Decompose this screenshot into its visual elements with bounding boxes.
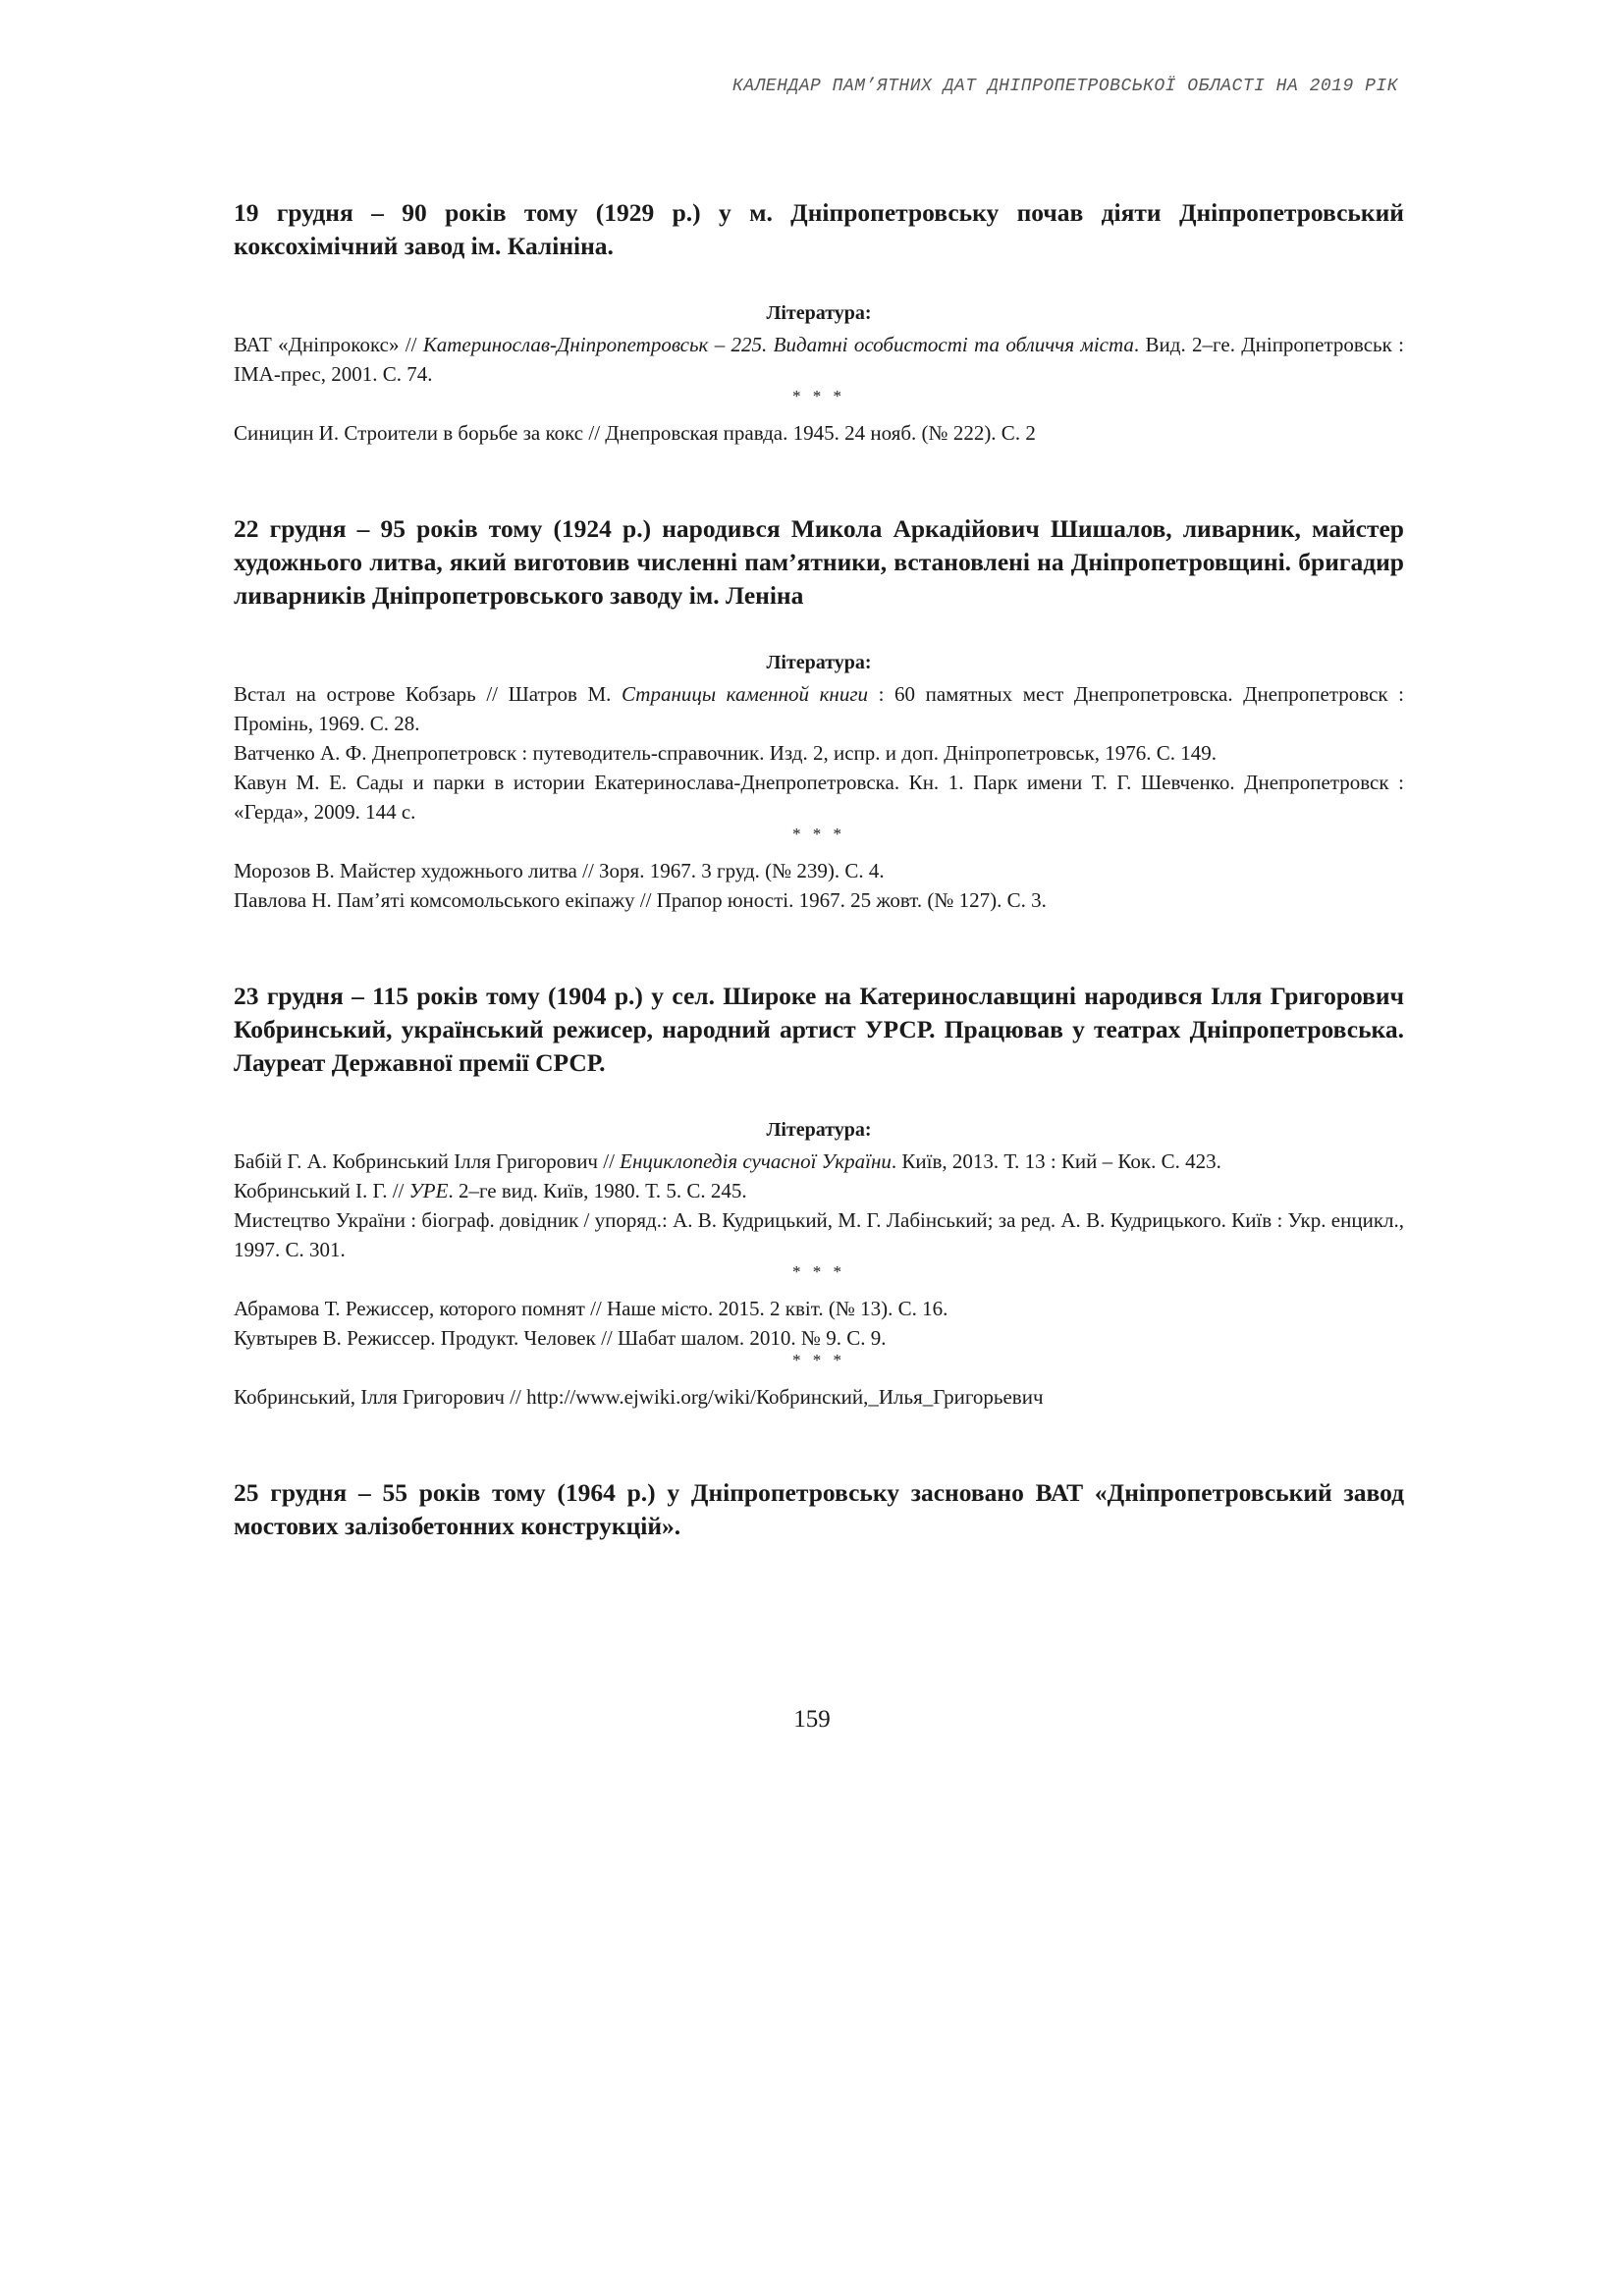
calendar-entry [234,512,1404,915]
calendar-entry [234,196,1404,448]
literature-heading: Література: [766,652,872,673]
separator-stars: * * * [792,1262,845,1281]
reference-item: Морозов В. Майстер художнього литва // Зоря. 1967. 3 груд. (№ 239). С. 4. [234,859,885,882]
entry-title: 22 грудня – 95 років тому (1924 р.) народився Микола Аркадійович Шишалов, ливарник, майстер художнього литва, який виготовив численні пам’ятники, встановлені на Дніпропетровщині. бригадир ливарників Дніпропетровського заводу ім. Леніна [234,514,1404,610]
reference-item: Кавун М. Е. Сады и парки в истории Екатеринослава-Днепропетровска. Кн. 1. Парк имени Т. Г. Шевченко. Днепропетровск : «Герда», 2009. 144 с. [234,771,1404,824]
separator-stars: * * * [792,1351,845,1369]
reference-item: ВАТ «Дніпрококс» // Катеринослав-Дніпропетровськ – 225. Видатні особистості та обличчя міста. Вид. 2–ге. Дніпропетровськ : ІМА-прес, 2001. С. 74. [234,333,1404,386]
calendar-entry [234,1476,1404,1543]
page-content [234,196,1404,1608]
page-number: 159 [793,1706,831,1733]
reference-item: Павлова Н. Пам’яті комсомольського екіпажу // Прапор юності. 1967. 25 жовт. (№ 127). С. 3. [234,888,1047,912]
reference-item: Кобринський І. Г. // УРЕ. 2–ге вид. Київ, 1980. Т. 5. С. 245. [234,1179,747,1202]
reference-item: Встал на острове Кобзарь // Шатров М. Страницы каменной книги : 60 памятных мест Днепропетровска. Днепропетровск : Промінь, 1969. С. 28. [234,682,1405,735]
reference-item: Абрамова Т. Режиссер, которого помнят // Наше місто. 2015. 2 квіт. (№ 13). С. 16. [234,1297,948,1320]
reference-item: Бабій Г. А. Кобринський Ілля Григорович // Енциклопедія сучасної України. Київ, 2013. Т. 13 : Кий – Кок. С. 423. [234,1149,1221,1173]
reference-item: Кувтырев В. Режиссер. Продукт. Человек // Шабат шалом. 2010. № 9. С. 9. [234,1326,887,1350]
entry-title: 19 грудня – 90 років тому (1929 р.) у м. Дніпропетровську почав діяти Дніпропетровський коксохімічний завод ім. Калініна. [234,198,1404,260]
reference-item: Ватченко А. Ф. Днепропетровск : путеводитель-справочник. Изд. 2, испр. и доп. Дніпропетровськ, 1976. С. 149. [234,741,1217,765]
entry-title: 25 грудня – 55 років тому (1964 р.) у Дніпропетровську засновано ВАТ «Дніпропетровський завод мостових залізобетонних конструкцій». [234,1478,1404,1540]
reference-item: Синицин И. Строители в борьбе за кокс // Днепровская правда. 1945. 24 нояб. (№ 222). С. 2 [234,421,1036,445]
literature-heading: Література: [766,302,872,324]
separator-stars: * * * [792,825,845,843]
literature-heading: Література: [766,1119,872,1141]
literature-section [234,1117,1404,1412]
calendar-entry [234,980,1404,1412]
literature-section [234,300,1404,448]
separator-stars: * * * [792,387,845,405]
reference-item: Мистецтво України : біограф. довідник / упоряд.: А. В. Кудрицький, М. Г. Лабінський; за ред. А. В. Кудрицького. Київ : Укр. енцикл., 1997. С. 301. [234,1208,1404,1261]
running-header: КАЛЕНДАР ПАМ’ЯТНИХ ДАТ ДНІПРОПЕТРОВСЬКОЇ ОБЛАСТІ НА 2019 РІК [731,77,1398,96]
literature-section [234,650,1404,915]
entry-title: 23 грудня – 115 років тому (1904 р.) у сел. Широке на Катеринославщині народився Ілля Григорович Кобринський, український режисер, народний артист УРСР. Працював у театрах Дніпропетровська. Лауреат Державної премії СРСР. [234,982,1404,1077]
reference-item: Кобринський, Ілля Григорович // http://www.ejwiki.org/wiki/Кобринский,_Илья_Григорьевич [234,1385,1044,1409]
